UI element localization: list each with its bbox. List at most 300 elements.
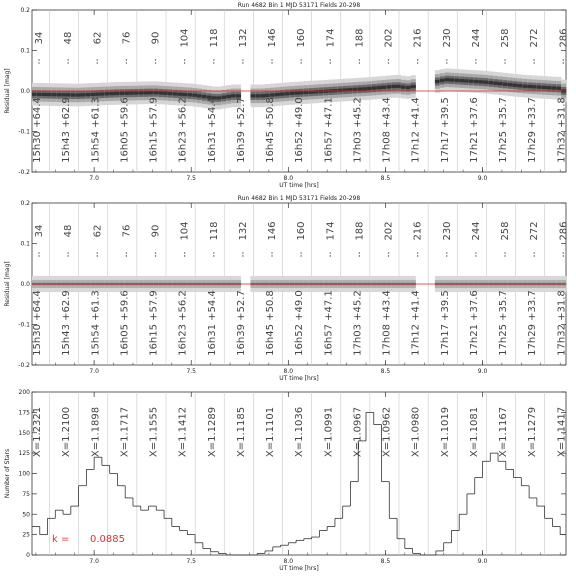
field-dot [300, 252, 301, 253]
field-number-label: 188 [354, 28, 366, 48]
residual-cell [168, 92, 173, 95]
field-dot [300, 59, 301, 60]
y-tick-label: 175 [18, 409, 30, 417]
y-tick-label: 25 [22, 531, 30, 539]
residual-top-title: Run 4682 Bin 1 MJD 53171 Fields 20-298 [237, 2, 361, 9]
airmass-label: X=1.1081 [468, 406, 480, 458]
field-dot [533, 252, 534, 253]
field-time-label: 17h29 +33.7 [527, 97, 539, 163]
residual-cell [270, 93, 275, 96]
x-tick-label: 7.0 [89, 175, 99, 182]
residual-top-xlabel: UT time [hrs] [279, 182, 319, 189]
y-tick-label: 0.0 [20, 88, 30, 95]
field-time-label: 15h54 +61.3 [90, 97, 102, 163]
field-time-label: 16h05 +59.6 [119, 97, 131, 163]
x-tick-label: 7.0 [89, 368, 99, 375]
field-dot [242, 255, 243, 256]
field-time-label: 17h21 +37.6 [468, 290, 480, 356]
airmass-label: X=1.0991 [323, 406, 335, 458]
field-dot [242, 59, 243, 60]
field-dot [242, 62, 243, 63]
field-time-label: 16h57 +47.1 [323, 97, 335, 163]
y-tick-label: 0.2 [20, 200, 30, 207]
residual-cell [464, 79, 469, 82]
field-time-label: 16h57 +47.1 [323, 290, 335, 356]
y-tick-label: 100 [18, 470, 30, 478]
field-dot [417, 59, 418, 60]
field-dot [38, 62, 39, 63]
residual-middle-marks [18, 200, 569, 375]
residual-cell [493, 82, 498, 85]
field-time-label: 17h17 +39.5 [439, 290, 451, 356]
airmass-label: X=1.1555 [148, 406, 160, 458]
residual-cell [66, 93, 71, 96]
field-dot [475, 252, 476, 253]
field-dot [475, 255, 476, 256]
field-number-label: 286 [558, 28, 570, 48]
field-number-label: 258 [500, 221, 512, 241]
field-dot [271, 252, 272, 253]
residual-cell [173, 92, 178, 95]
residual-cell [260, 94, 265, 97]
field-dot [67, 62, 68, 63]
field-number-label: 146 [267, 28, 279, 48]
y-tick-label: 0.1 [20, 47, 30, 55]
field-time-label: 16h15 +57.9 [148, 290, 160, 356]
x-tick-label: 8.5 [380, 175, 391, 182]
x-tick-label: 9.0 [477, 368, 488, 375]
residual-cell [32, 93, 37, 96]
x-tick-label: 7.5 [186, 368, 197, 375]
field-dot [359, 255, 360, 256]
field-number-label: 244 [470, 221, 482, 241]
residual-cell [469, 80, 474, 83]
y-tick-label: 50 [22, 511, 30, 519]
field-dot [563, 255, 564, 256]
x-tick-label: 9.0 [477, 175, 488, 182]
field-dot [67, 59, 68, 60]
residual-cell [522, 85, 527, 88]
residual-cell [513, 84, 518, 87]
field-number-label: 76 [121, 224, 133, 238]
airmass-label: X=1.1717 [119, 406, 131, 458]
airmass-label: X=1.0980 [410, 406, 422, 458]
field-dot [155, 59, 156, 60]
residual-cell [153, 91, 158, 94]
residual-cell [163, 92, 168, 95]
field-dot [388, 62, 389, 63]
field-dot [417, 255, 418, 256]
field-time-label: 17h29 +33.7 [527, 290, 539, 356]
airmass-label: X=1.1412 [177, 406, 189, 458]
field-dot [126, 252, 127, 253]
field-number-label: 286 [558, 221, 570, 241]
field-number-label: 160 [296, 28, 308, 48]
field-number-label: 174 [325, 28, 337, 48]
residual-cell [532, 85, 537, 88]
residual-middle-xlabel: UT time [hrs] [279, 375, 319, 382]
residual-cell [115, 92, 120, 95]
field-time-label: 15h30 +64.4 [32, 97, 43, 163]
field-time-label: 15h43 +62.9 [61, 290, 73, 356]
field-time-label: 16h39 +52.7 [235, 97, 247, 163]
field-dot [271, 62, 272, 63]
field-dot [388, 252, 389, 253]
field-dot [388, 59, 389, 60]
residual-cell [85, 93, 90, 96]
airmass-label: X=1.2100 [61, 406, 73, 458]
field-dot [563, 59, 564, 60]
field-number-label: 244 [470, 28, 482, 48]
residual-cell [537, 85, 542, 88]
field-dot [359, 62, 360, 63]
residual-cell [100, 92, 105, 95]
field-dot [475, 62, 476, 63]
field-number-label: 90 [150, 31, 162, 45]
star-count-panel [4, 389, 567, 572]
residual-cell [352, 88, 357, 91]
field-time-label: 16h39 +52.7 [235, 290, 247, 356]
residual-cell [139, 91, 144, 94]
field-time-label: 17h03 +45.2 [352, 97, 364, 163]
field-dot [97, 62, 98, 63]
field-time-label: 17h32 +31.8 [556, 97, 568, 163]
residual-cell [386, 85, 391, 88]
field-dot [475, 59, 476, 60]
residual-cell [401, 85, 406, 88]
field-time-label: 16h45 +50.8 [265, 290, 277, 356]
residual-cell [197, 94, 202, 97]
airmass-label: X=1.1289 [206, 406, 218, 458]
residual-cell [187, 93, 192, 96]
field-number-label: 188 [354, 221, 366, 241]
field-dot [446, 59, 447, 60]
residual-cell [362, 87, 367, 90]
y-tick-label: 0 [26, 552, 30, 559]
airmass-label: X=1.1279 [527, 406, 539, 458]
airmass-label: X=1.2321 [32, 406, 43, 458]
field-time-label: 16h15 +57.9 [148, 97, 160, 163]
field-number-label: 104 [179, 221, 191, 241]
field-number-label: 104 [179, 28, 191, 48]
residual-cell [51, 93, 56, 96]
airmass-label: X=1.1898 [90, 406, 102, 458]
field-dot [155, 252, 156, 253]
airmass-label: X=1.1167 [498, 406, 510, 458]
y-tick-label: 0.1 [20, 240, 30, 248]
field-dot [330, 62, 331, 63]
field-time-label: 17h08 +43.4 [381, 290, 393, 356]
residual-cell [299, 91, 304, 94]
field-time-label: 15h54 +61.3 [90, 290, 102, 356]
residual-cell [192, 94, 197, 97]
airmass-label: X=1.1185 [235, 406, 247, 458]
residual-cell [294, 91, 299, 94]
y-tick-label: 0.0 [20, 281, 30, 288]
residual-cell [182, 93, 187, 96]
field-time-label: 17h25 +35.7 [498, 97, 510, 163]
field-dot [213, 252, 214, 253]
field-time-label: 17h12 +41.4 [410, 290, 422, 356]
field-number-label: 272 [529, 221, 541, 241]
field-dot [242, 252, 243, 253]
field-dot [504, 252, 505, 253]
airmass-label: X=1.1101 [265, 406, 277, 458]
field-number-label: 146 [267, 221, 279, 241]
field-time-label: 16h45 +50.8 [265, 97, 277, 163]
field-number-label: 258 [500, 28, 512, 48]
residual-cell [280, 93, 285, 96]
field-time-label: 15h30 +64.4 [32, 290, 43, 356]
field-number-label: 272 [529, 28, 541, 48]
residual-cell [61, 93, 66, 96]
field-time-label: 16h05 +59.6 [119, 290, 131, 356]
field-dot [97, 252, 98, 253]
residual-cell [221, 96, 226, 99]
field-number-label: 118 [208, 221, 220, 241]
airmass-label: X=1.0967 [352, 406, 364, 458]
field-dot [155, 255, 156, 256]
residual-cell [129, 91, 134, 94]
field-time-label: 15h43 +62.9 [61, 97, 73, 163]
field-dot [213, 59, 214, 60]
field-dot [126, 59, 127, 60]
field-dot [446, 255, 447, 256]
residual-cell [454, 79, 459, 82]
field-time-label: 16h23 +56.2 [177, 290, 189, 356]
field-dot [97, 255, 98, 256]
residual-cell [71, 93, 76, 96]
residual-cell [406, 86, 411, 89]
residual-cell [479, 80, 484, 83]
field-dot [126, 255, 127, 256]
x-tick-label: 8.5 [380, 558, 391, 565]
y-tick-label: -0.2 [18, 362, 30, 369]
residual-cell [382, 86, 387, 89]
residual-cell [76, 93, 81, 96]
field-dot [184, 255, 185, 256]
residual-cell [124, 92, 129, 95]
residual-top-ylabel: Residual [mag] [4, 68, 11, 114]
field-dot [359, 59, 360, 60]
residual-cell [488, 81, 493, 84]
field-dot [504, 62, 505, 63]
field-dot [38, 252, 39, 253]
field-dot [300, 62, 301, 63]
residual-cell [178, 93, 183, 96]
field-number-label: 62 [92, 31, 104, 45]
residual-cell [226, 95, 231, 98]
residual-cell [119, 92, 124, 95]
x-tick-label: 9.0 [477, 558, 488, 565]
field-dot [446, 252, 447, 253]
field-number-label: 132 [237, 221, 249, 241]
field-time-label: 17h12 +41.4 [410, 97, 422, 163]
field-number-label: 62 [92, 224, 104, 238]
y-tick-label: 125 [18, 450, 30, 458]
field-dot [417, 62, 418, 63]
field-time-label: 16h23 +56.2 [177, 97, 189, 163]
residual-cell [391, 85, 396, 88]
residual-cell [508, 83, 513, 86]
field-dot [38, 255, 39, 256]
residual-cell [231, 94, 236, 97]
y-tick-label: 75 [22, 490, 30, 498]
field-dot [330, 59, 331, 60]
field-time-label: 17h25 +35.7 [498, 290, 510, 356]
field-time-label: 16h31 +54.4 [206, 290, 218, 356]
y-tick-label: -0.2 [18, 169, 30, 176]
x-tick-label: 8.0 [283, 368, 294, 375]
field-dot [533, 59, 534, 60]
field-dot [388, 255, 389, 256]
residual-middle-ylabel: Residual [mag] [4, 261, 11, 307]
field-time-label: 16h52 +49.0 [294, 97, 306, 163]
y-tick-label: -0.1 [18, 321, 30, 329]
residual-cell [90, 93, 95, 96]
field-dot [38, 59, 39, 60]
residual-cell [498, 82, 503, 85]
field-dot [330, 252, 331, 253]
field-time-label: 17h21 +37.6 [468, 97, 480, 163]
field-dot [417, 252, 418, 253]
residual-cell [81, 93, 86, 96]
field-number-label: 216 [412, 28, 424, 48]
residual-cell [459, 79, 464, 82]
residual-cell [435, 80, 440, 83]
x-tick-label: 8.5 [380, 368, 391, 375]
residual-cell [372, 86, 377, 89]
field-number-label: 48 [63, 31, 75, 45]
x-tick-label: 7.0 [89, 558, 99, 565]
field-dot [184, 252, 185, 253]
y-tick-label: 0.2 [20, 7, 30, 14]
residual-cell [47, 93, 52, 96]
field-number-label: 230 [441, 28, 453, 48]
residual-cell [377, 86, 382, 89]
residual-cell [517, 84, 522, 87]
residual-cell [527, 85, 532, 88]
field-dot [213, 62, 214, 63]
field-time-label: 17h08 +43.4 [381, 97, 393, 163]
residual-cell [289, 92, 294, 95]
residual-cell [42, 93, 47, 96]
field-number-label: 34 [34, 224, 45, 238]
field-number-label: 34 [34, 31, 45, 45]
residual-cell [503, 83, 508, 86]
field-number-label: 202 [383, 221, 395, 241]
residual-cell [56, 93, 61, 96]
field-number-label: 48 [63, 224, 75, 238]
residual-cell [551, 86, 556, 89]
field-number-label: 202 [383, 28, 395, 48]
field-number-label: 90 [150, 224, 162, 238]
residual-cell [110, 92, 115, 95]
residual-cell [265, 94, 270, 97]
field-dot [330, 255, 331, 256]
y-tick-label: -0.1 [18, 128, 30, 136]
field-dot [504, 59, 505, 60]
field-dot [213, 255, 214, 256]
residual-cell [134, 91, 139, 94]
y-tick-label: 200 [18, 389, 30, 396]
residual-cell [449, 78, 454, 81]
field-number-label: 216 [412, 221, 424, 241]
airmass-label: X=1.1036 [294, 406, 306, 458]
field-number-label: 132 [237, 28, 249, 48]
residual-cell [474, 80, 479, 83]
x-tick-label: 8.0 [283, 558, 294, 565]
field-number-label: 174 [325, 221, 337, 241]
airmass-label: X=1.0962 [381, 406, 393, 458]
residual-middle-title: Run 4682 Bin 1 MJD 53171 Fields 20-298 [237, 195, 361, 202]
residual-cell [338, 89, 343, 92]
residual-cell [547, 86, 552, 89]
field-time-label: 17h03 +45.2 [352, 290, 364, 356]
residual-cell [483, 81, 488, 84]
residual-cell [95, 93, 100, 96]
residual-cell [149, 91, 154, 94]
field-dot [533, 255, 534, 256]
x-tick-label: 7.5 [186, 558, 197, 565]
residual-cell [105, 92, 110, 95]
field-dot [184, 59, 185, 60]
airmass-label: X=1.1019 [439, 406, 451, 458]
residual-middle-panel [4, 195, 569, 382]
field-number-label: 76 [121, 31, 133, 45]
residual-cell [284, 92, 289, 95]
field-dot [446, 62, 447, 63]
field-dot [563, 62, 564, 63]
field-dot [271, 59, 272, 60]
field-time-label: 16h52 +49.0 [294, 290, 306, 356]
airmass-label: X=1.1417 [556, 406, 568, 458]
residual-cell [158, 91, 163, 94]
field-dot [126, 62, 127, 63]
residual-top-panel [4, 2, 569, 189]
residual-cell [275, 93, 280, 96]
field-dot [504, 255, 505, 256]
residual-cell [250, 94, 255, 97]
field-time-label: 17h17 +39.5 [439, 97, 451, 163]
k-annotation-value: 0.0885 [90, 534, 125, 545]
field-dot [67, 252, 68, 253]
residual-cell [144, 91, 149, 94]
residual-cell [396, 85, 401, 88]
residual-cell [318, 90, 323, 93]
x-tick-label: 7.5 [186, 175, 197, 182]
residual-cell [236, 94, 241, 97]
field-dot [563, 252, 564, 253]
residual-cell [445, 78, 450, 81]
residual-top-marks [18, 7, 569, 182]
field-dot [67, 255, 68, 256]
star-count-ylabel: Number of Stars [4, 448, 11, 499]
field-dot [97, 59, 98, 60]
field-number-label: 118 [208, 28, 220, 48]
star-count-xlabel: UT time [hrs] [279, 565, 319, 572]
field-number-label: 160 [296, 221, 308, 241]
field-dot [184, 62, 185, 63]
x-tick-label: 8.0 [283, 175, 294, 182]
field-time-label: 17h32 +31.8 [556, 290, 568, 356]
residual-cell [255, 94, 260, 97]
field-dot [300, 255, 301, 256]
residual-cell [411, 85, 416, 88]
field-number-label: 230 [441, 221, 453, 241]
residual-cell [357, 87, 362, 90]
field-dot [155, 62, 156, 63]
